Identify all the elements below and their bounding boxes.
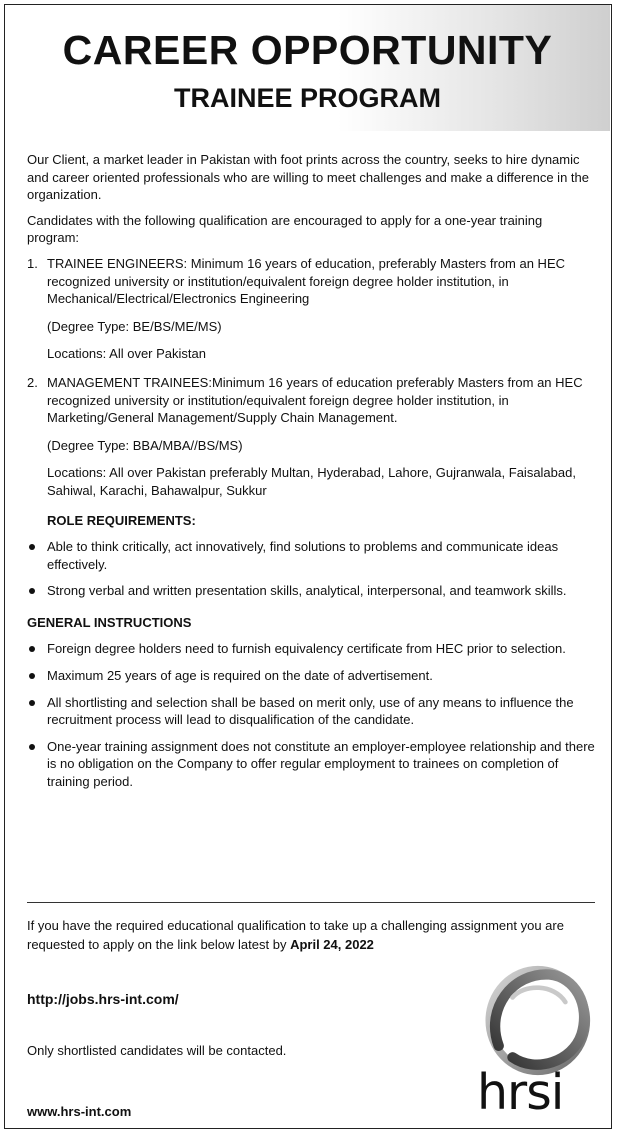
program-degree-type: (Degree Type: BE/BS/ME/MS) (47, 318, 222, 334)
bullet-text: Able to think critically, act innovatively, find solutions to problems and communicate ideas effectively. (47, 539, 559, 572)
program-locations: Locations: All over Pakistan (47, 346, 206, 362)
application-link[interactable]: http://jobs.hrs-int.com/ (27, 991, 179, 1007)
page-title: CAREER OPPORTUNITY (62, 27, 553, 73)
bullet-icon (29, 646, 35, 652)
list-item (27, 538, 597, 573)
general-instructions-heading: GENERAL INSTRUCTIONS (27, 614, 192, 630)
program-item-trainee-engineers (27, 255, 597, 363)
ad-body (27, 151, 597, 791)
list-item (27, 667, 597, 685)
bullet-icon (29, 544, 35, 550)
list-item (27, 640, 597, 658)
header-banner (5, 5, 610, 131)
bullet-icon (29, 588, 35, 594)
bullet-text: One-year training assignment does not constitute an employer-employee relationship and there is no obligation on the Company to offer regular employment to trainees on completion of training period. (47, 738, 595, 790)
list-number: 2. (27, 374, 38, 390)
bullet-text: Maximum 25 years of age is required on the date of advertisement. (47, 668, 433, 684)
qualification-paragraph: Candidates with the following qualification are encouraged to apply for a one-year training program: (27, 212, 543, 246)
program-item-management-trainees (27, 374, 597, 500)
program-description: TRAINEE ENGINEERS: Minimum 16 years of education, preferably Masters from an HEC recognized university or institution/equivalent foreign degree holder institution, in Mechanical/Electrical/Electronics Engineering (47, 255, 566, 307)
bullet-icon (29, 744, 35, 750)
bullet-text: Foreign degree holders need to furnish equivalency certificate from HEC prior to selection. (47, 641, 566, 657)
logo-wordmark: hrsi (477, 1064, 564, 1121)
program-locations: Locations: All over Pakistan preferably Multan, Hyderabad, Lahore, Gujranwala, Faisalabad, Sahiwal, Karachi, Bahawalpur, Sukkur (47, 465, 576, 498)
page-subtitle: TRAINEE PROGRAM (173, 83, 441, 113)
list-item (27, 738, 597, 791)
bullet-icon (29, 673, 35, 679)
list-number: 1. (27, 255, 38, 271)
hrsi-ring-logo-icon (478, 963, 593, 1078)
website-link[interactable]: www.hrs-int.com (27, 1104, 132, 1119)
shortlist-note: Only shortlisted candidates will be contacted. (27, 1043, 287, 1058)
role-requirements-heading: ROLE REQUIREMENTS: (47, 512, 196, 528)
deadline-date: April 24, 2022 (290, 937, 374, 952)
closing-text: If you have the required educational qualification to take up a challenging assignment you are requested to apply on the link below latest by (27, 918, 564, 952)
bullet-text: Strong verbal and written presentation skills, analytical, interpersonal, and teamwork skills. (47, 583, 567, 599)
closing-paragraph (27, 916, 597, 954)
advertisement-frame (4, 4, 612, 1129)
program-description: MANAGEMENT TRAINEES:Minimum 16 years of education preferably Masters from an HEC recognized university or institution/equivalent foreign degree holder institution, in Marketing/General Management/Supply Chain Management. (47, 374, 583, 426)
list-item (27, 582, 597, 600)
list-item (27, 694, 597, 729)
bullet-text: All shortlisting and selection shall be based on merit only, use of any means to influence the recruitment process will lead to disqualification of the candidate. (47, 694, 574, 728)
program-degree-type: (Degree Type: BBA/MBA//BS/MS) (47, 437, 243, 453)
section-divider (27, 902, 595, 903)
intro-paragraph: Our Client, a market leader in Pakistan with foot prints across the country, seeks to hire dynamic and career oriented professionals who are willing to meet challenges and make a difference in the organization. (27, 152, 589, 203)
bullet-icon (29, 700, 35, 706)
hrsi-logo (473, 963, 598, 1123)
